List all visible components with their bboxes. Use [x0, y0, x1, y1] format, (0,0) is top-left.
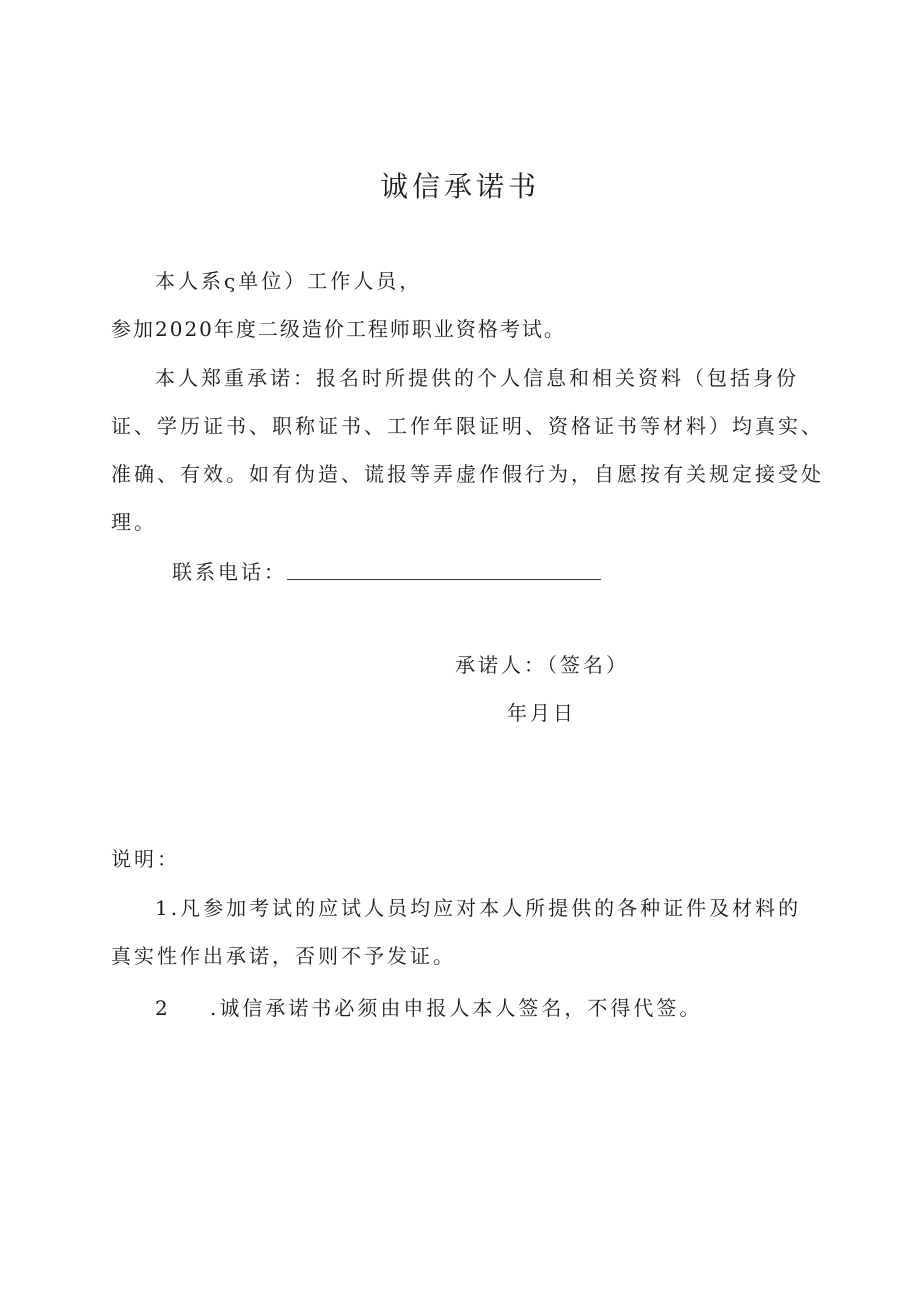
notes-heading: 说明：: [111, 847, 180, 871]
pledge-line-2: 证、学历证书、职称证书、工作年限证明、资格证书等材料）均真实、: [111, 414, 824, 438]
contact-phone-label: 联系电话：: [172, 560, 287, 584]
contact-phone-field[interactable]: [287, 579, 601, 580]
note-text: .凡参加考试的应试人员均应对本人所提供的各种证件及材料的: [170, 896, 802, 920]
pledge-line-4: 理。: [111, 510, 157, 534]
signature-label: 承诺人：（签名）: [455, 653, 629, 677]
note-item-2-number: 2: [155, 996, 171, 1020]
note-item-1-continuation: 真实性作出承诺，否则不予发证。: [111, 944, 456, 968]
note-item-1: [155, 896, 801, 920]
note-item-2-text: .诚信承诺书必须由申报人本人签名，不得代签。: [210, 996, 703, 1020]
intro-line-2: 参加2020年度二级造价工程师职业资格考试。: [111, 317, 566, 341]
pledge-line-1: 本人郑重承诺：报名时所提供的个人信息和相关资料（包括身份: [155, 366, 799, 390]
signature-date: 年月日: [507, 701, 576, 725]
document-title: 诚信承诺书: [379, 170, 540, 203]
note-number: 1: [155, 896, 171, 920]
pledge-line-3: 准确、有效。如有伪造、谎报等弄虚作假行为，自愿按有关规定接受处: [111, 462, 824, 486]
intro-line-1: 本人系ς单位）工作人员，: [155, 269, 423, 293]
